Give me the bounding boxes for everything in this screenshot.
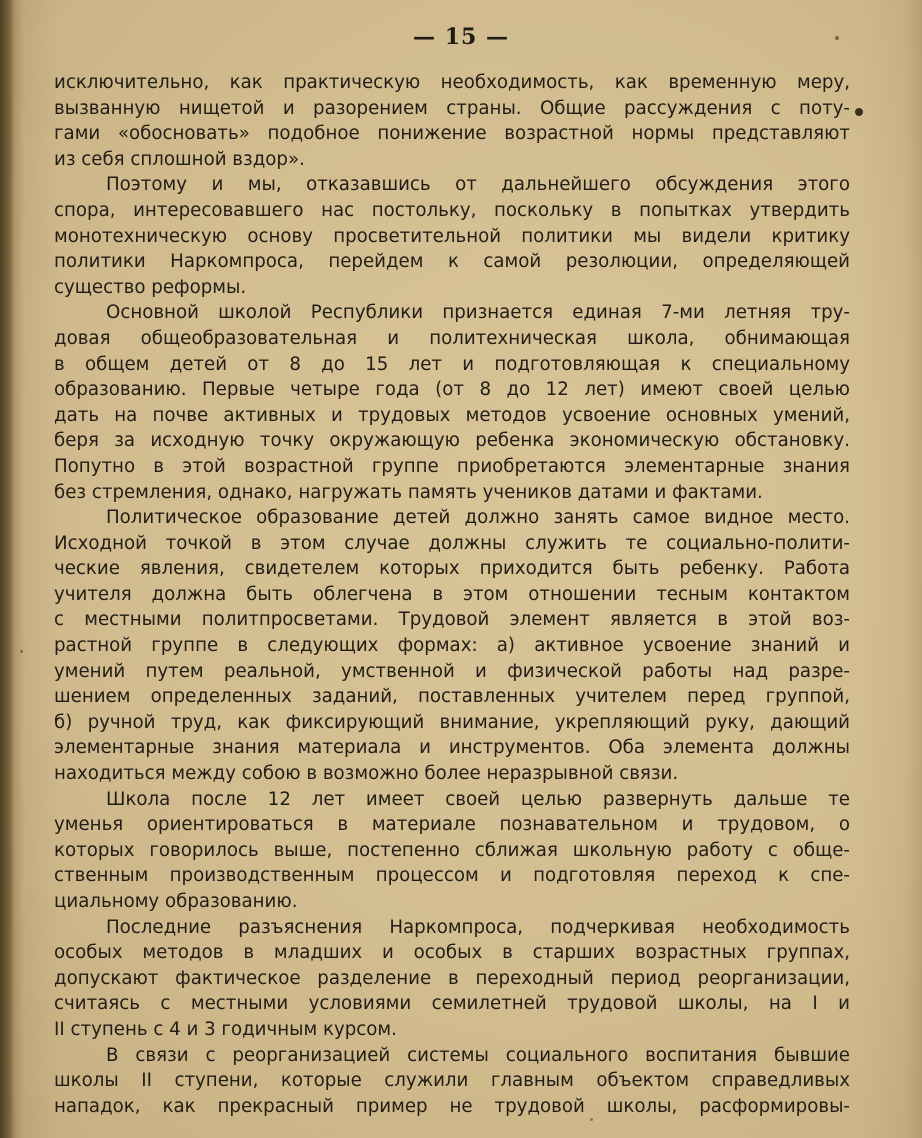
ink-speck <box>590 1118 593 1121</box>
paragraph <box>54 787 850 915</box>
text-line: Политическое образование детей должно занять самое видное место. <box>106 507 850 529</box>
text-line: из себя сплошной вздор». <box>54 148 305 170</box>
text-line: Последние разъяснения Наркомпроса, подчеркивая необходимость <box>106 916 850 938</box>
text-line: особых методов в младших и особых в старших возрастных группах, <box>54 942 850 964</box>
paragraph <box>54 70 850 172</box>
paragraph <box>54 172 850 300</box>
text-line: Школа после 12 лет имеет своей целью развернуть дальше те <box>106 788 850 810</box>
text-line: без стремления, однако, нагружать память учеников датами и фактами. <box>54 481 763 503</box>
ink-speck <box>855 108 863 116</box>
ink-speck <box>835 36 839 40</box>
text-line: элементарные знания материала и инструментов. Оба элемента должны <box>54 737 850 759</box>
text-line: довая общеобразовательная и политехническая школа, обнимающая <box>54 327 850 349</box>
text-line: гами «обосновать» подобное понижение возрастной нормы представляют <box>54 123 850 145</box>
text-line: существо реформы. <box>54 276 247 298</box>
text-line: монотехническую основу просветительной политики мы видели критику <box>54 225 850 247</box>
ink-speck <box>20 650 23 653</box>
text-line: с местными политпросветами. Трудовой элемент является в этой воз- <box>54 609 850 631</box>
text-line: ческие явления, свидетелем которых приходится быть ребенку. Работа <box>54 558 850 580</box>
text-line: считаясь с местными условиями семилетней трудовой школы, на I и <box>54 993 850 1015</box>
body-text <box>54 70 850 1119</box>
text-line: вызванную нищетой и разорением страны. Общие рассуждения с поту- <box>54 97 850 119</box>
text-line: растной группе в следующих формах: а) активное усвоение знаний и <box>54 635 850 657</box>
text-line: политики Наркомпроса, перейдем к самой резолюции, определяющей <box>54 251 850 273</box>
text-line: циальному образованию. <box>54 891 298 912</box>
page-number: — 15 — <box>413 24 509 50</box>
text-line: спора, интересовавшего нас постольку, поскольку в попытках утвердить <box>54 199 850 221</box>
paragraph <box>54 505 850 787</box>
text-line: учителя должна быть облегчена в этом отношении тесным контактом <box>54 583 850 605</box>
text-line: II ступень с 4 и 3 годичным курсом. <box>54 1018 397 1040</box>
book-spine-shadow <box>0 0 14 1138</box>
text-line: нападок, как прекрасный пример не трудовой школы, расформировы- <box>54 1095 850 1117</box>
text-line: Исходной точкой в этом случае должны служить те социально-полити- <box>54 532 850 554</box>
text-line: исключительно, как практическую необходимость, как временную меру, <box>54 72 850 93</box>
text-line: в общем детей от 8 до 15 лет и подготовляющая к специальному <box>54 353 850 375</box>
text-line: шением определенных заданий, поставленных учителем перед группой, <box>54 686 850 708</box>
text-line: школы II ступени, которые служили главным объектом справедливых <box>54 1070 850 1092</box>
text-line: которых говорилось выше, постепенно сближая школьную работу с обще- <box>54 839 850 861</box>
text-line: Попутно в этой возрастной группе приобретаются элементарные знания <box>54 455 850 477</box>
text-line: уменья ориентироваться в материале познавательном и трудовом, о <box>54 814 850 836</box>
text-line: умений путем реальной, умственной и физической работы над разре- <box>54 660 850 682</box>
text-line: Поэтому и мы, отказавшись от дальнейшего обсуждения этого <box>106 174 850 196</box>
text-line: находиться между собою в возможно более неразрывной связи. <box>54 763 679 785</box>
text-line: ственным производственным процессом и подготовляя переход к спе- <box>54 865 850 887</box>
paragraph <box>54 1043 850 1120</box>
paragraph <box>54 915 850 1043</box>
text-line: В связи с реорганизацией системы социального воспитания бывшие <box>106 1044 850 1066</box>
text-line: беря за исходную точку окружающую ребенка экономическую обстановку. <box>54 430 850 452</box>
paragraph <box>54 300 850 505</box>
text-line: б) ручной труд, как фиксирующий внимание, укрепляющий руку, дающий <box>54 711 850 733</box>
text-line: Основной школой Республики признается единая 7-ми летняя тру- <box>106 302 850 324</box>
text-line: образованию. Первые четыре года (от 8 до 12 лет) имеют своей целью <box>54 379 850 401</box>
text-line: допускают фактическое разделение в переходный период реорганизации, <box>54 967 850 989</box>
text-line: дать на почве активных и трудовых методов усвоение основных умений, <box>54 404 850 426</box>
